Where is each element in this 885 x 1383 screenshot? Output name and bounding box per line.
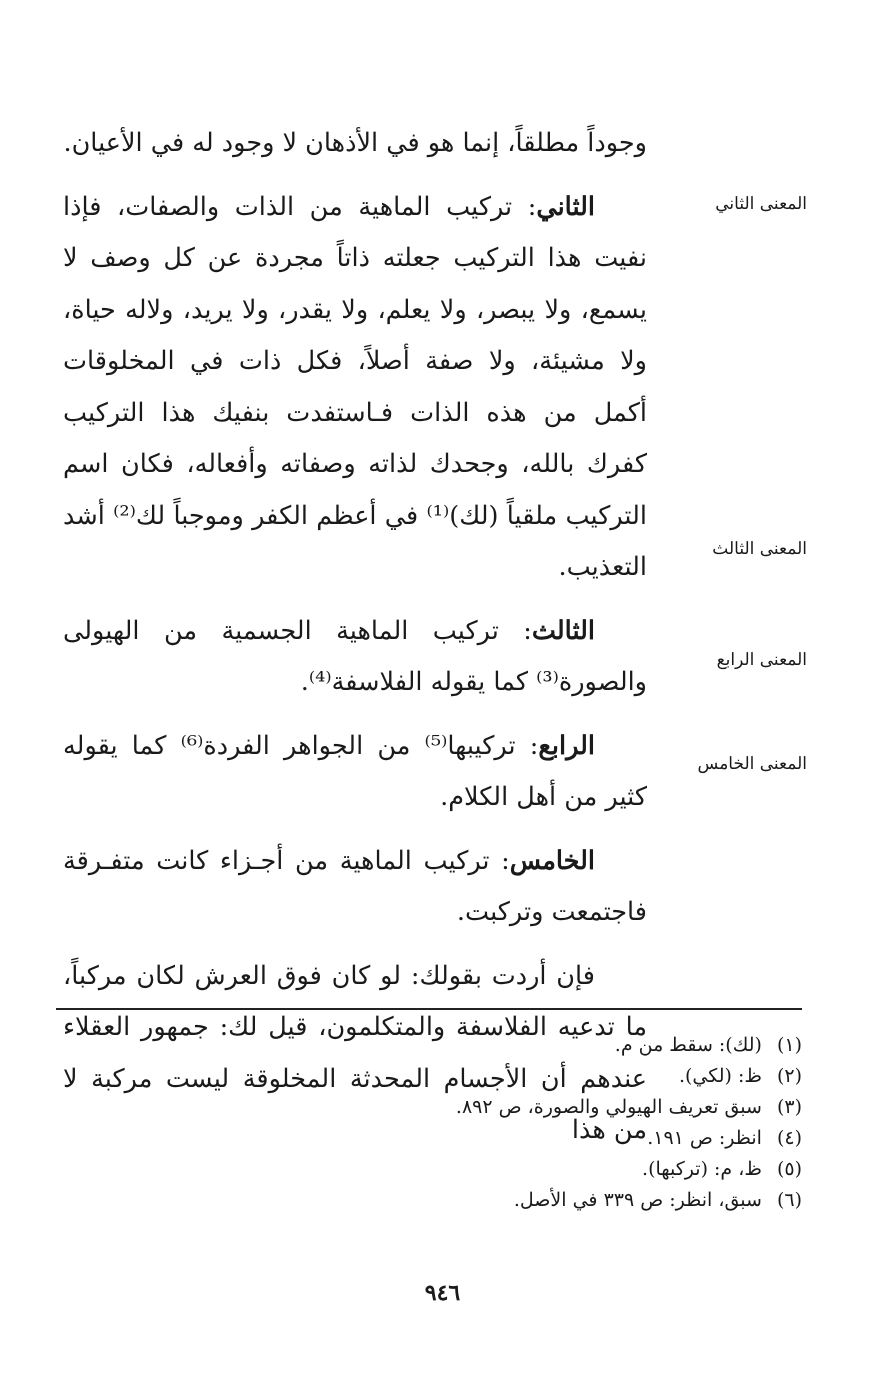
footnotes bbox=[82, 1030, 802, 1216]
footnote-number: (١) bbox=[776, 1034, 802, 1056]
paragraph-text: وجوداً مطلقاً، إنما هو في الأذهان لا وجود له في الأعيان. bbox=[63, 128, 647, 158]
footnote bbox=[82, 1154, 802, 1185]
footnote-number: (٣) bbox=[776, 1096, 802, 1118]
paragraph-second-meaning bbox=[63, 182, 647, 594]
paragraph-fourth-meaning bbox=[63, 721, 647, 824]
footnote bbox=[82, 1092, 802, 1123]
footnote-text: (لك): سقط من م. bbox=[614, 1034, 762, 1056]
paragraph-continuation bbox=[63, 118, 647, 170]
paragraph-text: : تركيب الماهية الجسمية من الهيولى والصورة⁽³⁾ كما يقوله الفلاسفة⁽⁴⁾. bbox=[63, 615, 647, 697]
footnote-text: سبق، انظر: ص ٣٣٩ في الأصل. bbox=[513, 1189, 762, 1211]
paragraph-lead: الثاني bbox=[536, 191, 595, 222]
side-note-second: المعنى الثاني bbox=[715, 194, 807, 214]
main-text bbox=[63, 118, 647, 1169]
footnote-number: (٢) bbox=[776, 1065, 802, 1087]
footnote bbox=[82, 1030, 802, 1061]
page-number: ٩٤٦ bbox=[424, 1280, 461, 1306]
footnote bbox=[82, 1061, 802, 1092]
side-note-third: المعنى الثالث bbox=[712, 539, 807, 559]
paragraph-fifth-meaning bbox=[63, 836, 647, 939]
footnote bbox=[82, 1185, 802, 1216]
footnote-text: سبق تعريف الهيولي والصورة، ص ٨٩٢. bbox=[455, 1096, 762, 1118]
paragraph-text: : تركيب الماهية من الذات والصفات، فإذا نفيت هذا التركيب جعلته ذاتاً مجردة عن كل وصف لا يسمع، ولا يبصر، ولا يعلم، ولا يقدر، ولا يريد، ولاله حياة، ولا مشيئة، ولا صفة أصلاً، فكل ذات في المخلوقات أكمل من هذه الذات فـاستفدت بنفيك هذا التركيب كفرك بالله، وجحدك لذاته وصفاته وأفعاله، فكان اسم التركيب ملقياً (لك)⁽¹⁾ في أعظم الكفر وموجباً لك⁽²⁾ أشد التعذيب. bbox=[63, 191, 647, 582]
paragraph-lead: الرابع bbox=[538, 730, 595, 761]
paragraph-lead: الخامس bbox=[509, 845, 595, 876]
side-note-fourth: المعنى الرابع bbox=[716, 650, 807, 670]
footnote-number: (٤) bbox=[776, 1127, 802, 1149]
footnote bbox=[82, 1123, 802, 1154]
paragraph-third-meaning bbox=[63, 606, 647, 709]
paragraph-text: : تركيب الماهية من أجـزاء كانت متفـرقة فاجتمعت وتركبت. bbox=[63, 845, 647, 927]
footnote-separator bbox=[56, 1008, 802, 1010]
paragraph-text: : تركيبها⁽⁵⁾ من الجواهر الفردة⁽⁶⁾ كما يقوله كثير من أهل الكلام. bbox=[63, 730, 647, 812]
footnote-number: (٦) bbox=[776, 1189, 802, 1211]
footnote-text: ظ: (لكي). bbox=[678, 1065, 762, 1087]
footnote-number: (٥) bbox=[776, 1158, 802, 1180]
paragraph-lead: الثالث bbox=[531, 615, 595, 646]
footnote-text: انظر: ص ١٩١. bbox=[647, 1127, 762, 1149]
footnote-text: ظ، م: (تركبها). bbox=[642, 1158, 762, 1180]
paragraph-text: فإن أردت بقولك: لو كان فوق العرش لكان مركباً، ما تدعيه الفلاسفة والمتكلمون، قيل لك: جمهور العقلاء عندهم أن الأجسام المحدثة المخلوقة ليست مركبة لا من هذا bbox=[63, 960, 647, 1145]
side-note-fifth: المعنى الخامس bbox=[697, 754, 807, 774]
